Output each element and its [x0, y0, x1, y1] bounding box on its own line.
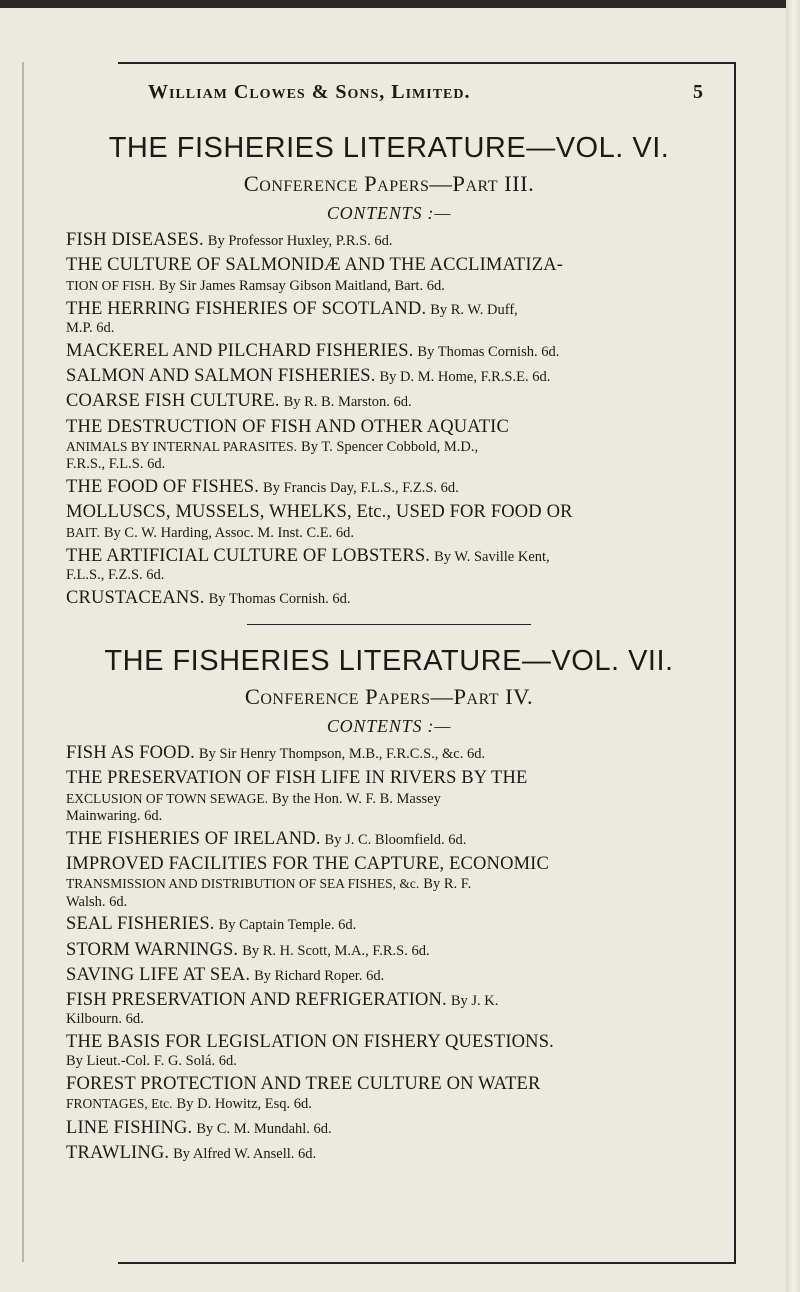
- entry-title: SEAL FISHERIES.: [66, 914, 215, 935]
- entry-author: By D. Howitz, Esq. 6d.: [176, 1096, 312, 1113]
- list-item: [66, 255, 712, 295]
- entry-author: By Lieut.-Col. F. G. Solá. 6d.: [66, 1053, 237, 1070]
- entry-title: TRAWLING.: [66, 1142, 170, 1163]
- entry-title-continued: ANIMALS BY INTERNAL PARASITES.: [66, 438, 298, 454]
- list-item: [66, 854, 712, 910]
- list-item: [66, 768, 712, 824]
- entry-author: By Richard Roper. 6d.: [254, 967, 385, 984]
- scan-page-edge: [786, 0, 800, 1292]
- right-border-rule: [734, 62, 736, 1262]
- entry-author-continued: F.L.S., F.Z.S. 6d.: [66, 567, 165, 584]
- entry-author-continued: Kilbourn. 6d.: [66, 1011, 144, 1028]
- entry-author: By Francis Day, F.L.S., F.Z.S. 6d.: [263, 479, 459, 496]
- entry-author: By R. W. Duff,: [430, 301, 518, 318]
- entry-title: THE CULTURE OF SALMONIDÆ AND THE ACCLIMATIZA-: [66, 255, 564, 276]
- entry-title: IMPROVED FACILITIES FOR THE CAPTURE, ECONOMIC: [66, 853, 549, 874]
- entry-author-continued: M.P. 6d.: [66, 320, 115, 337]
- list-item: [66, 366, 712, 387]
- list-item: [66, 588, 712, 609]
- entry-title: SAVING LIFE AT SEA.: [66, 964, 251, 985]
- entry-author: By Alfred W. Ansell. 6d.: [173, 1145, 317, 1162]
- entry-author: By Thomas Cornish. 6d.: [417, 343, 560, 360]
- conference-heading: Conference Papers—Part III.: [243, 171, 535, 196]
- entry-title: LINE FISHING.: [66, 1117, 193, 1138]
- entry-title: THE FOOD OF FISHES.: [66, 476, 260, 497]
- list-item: [66, 1118, 712, 1139]
- list-item: [66, 417, 712, 473]
- entry-author: By J. C. Bloomfield. 6d.: [324, 831, 467, 848]
- entry-author: By Professor Huxley, P.R.S. 6d.: [207, 233, 393, 249]
- volume-section: [66, 645, 712, 1164]
- entry-title-continued: FRONTAGES, Etc.: [66, 1096, 173, 1112]
- entry-author: By Sir James Ramsay Gibson Maitland, Bart. 6d.: [158, 277, 445, 294]
- page-header: [148, 81, 703, 105]
- entry-author: By J. K.: [450, 993, 499, 1010]
- entry-title: STORM WARNINGS.: [66, 939, 239, 960]
- entry-title-continued: EXCLUSION OF TOWN SEWAGE.: [66, 790, 268, 806]
- list-item: [66, 914, 712, 935]
- contents-label: CONTENTS :—: [326, 716, 452, 737]
- contents-label: CONTENTS :—: [326, 203, 452, 223]
- entry-author: By Captain Temple. 6d.: [218, 917, 357, 934]
- entry-title-continued: TRANSMISSION AND DISTRIBUTION OF SEA FISHES, &c.: [66, 876, 420, 892]
- entry-author-continued: Walsh. 6d.: [66, 893, 128, 910]
- conference-heading: Conference Papers—Part IV.: [244, 684, 534, 710]
- entry-title: CRUSTACEANS.: [66, 587, 205, 608]
- entry-title-continued: TION OF FISH.: [66, 277, 155, 293]
- scan-top-edge: [0, 0, 800, 8]
- page-body: [66, 124, 712, 1168]
- bottom-border-rule: [118, 1262, 736, 1264]
- list-item: [66, 829, 712, 850]
- list-item: [66, 1032, 712, 1070]
- list-item: [66, 1143, 712, 1164]
- entry-author: By Thomas Cornish. 6d.: [208, 590, 351, 607]
- entry-title: FOREST PROTECTION AND TREE CULTURE ON WATER: [66, 1073, 541, 1094]
- list-item: [66, 299, 712, 337]
- entry-author: By W. Saville Kent,: [434, 548, 550, 565]
- list-item: [66, 477, 712, 498]
- entry-title: THE BASIS FOR LEGISLATION ON FISHERY QUESTIONS.: [66, 1032, 554, 1053]
- list-item: [66, 391, 712, 412]
- entry-author: By the Hon. W. F. B. Massey: [272, 790, 441, 807]
- entry-author-continued: Mainwaring. 6d.: [66, 808, 163, 825]
- list-item: [66, 940, 712, 961]
- volume-title: THE FISHERIES LITERATURE—VOL. VI.: [108, 132, 670, 164]
- entry-author: By C. W. Harding, Assoc. M. Inst. C.E. 6d.: [103, 524, 355, 541]
- entry-title: THE HERRING FISHERIES OF SCOTLAND.: [66, 298, 427, 319]
- list-item: [66, 965, 712, 986]
- entry-title: THE ARTIFICIAL CULTURE OF LOBSTERS.: [66, 545, 431, 566]
- running-head: William Clowes & Sons, Limited.: [148, 81, 471, 103]
- entry-title: THE FISHERIES OF IRELAND.: [66, 828, 321, 849]
- entry-author: By T. Spencer Cobbold, M.D.,: [301, 438, 479, 455]
- entry-title: FISH AS FOOD.: [66, 743, 195, 764]
- volume-section: [66, 132, 712, 609]
- left-border-rule: [22, 62, 24, 1262]
- entry-title: MOLLUSCS, MUSSELS, WHELKS, Etc., USED FOR FOOD OR: [66, 502, 573, 523]
- entry-title: THE DESTRUCTION OF FISH AND OTHER AQUATIC: [66, 416, 509, 437]
- entry-author: By R. H. Scott, M.A., F.R.S. 6d.: [242, 942, 430, 959]
- entry-title: SALMON AND SALMON FISHERIES.: [66, 366, 376, 387]
- list-item: [66, 341, 712, 362]
- entry-author-continued: F.R.S., F.L.S. 6d.: [66, 456, 166, 473]
- section-divider: [247, 624, 531, 625]
- volume-title: THE FISHERIES LITERATURE—VOL. VII.: [104, 645, 674, 678]
- entry-title: FISH PRESERVATION AND REFRIGERATION.: [66, 990, 447, 1011]
- entry-author: By R. F.: [423, 876, 472, 893]
- entry-author: By R. B. Marston. 6d.: [283, 394, 412, 411]
- page-number: 5: [693, 81, 703, 103]
- list-item: [66, 743, 712, 764]
- top-border-rule: [118, 62, 734, 64]
- list-item: [66, 502, 712, 542]
- entry-author: By Sir Henry Thompson, M.B., F.R.C.S., &c. 6d.: [198, 746, 486, 763]
- entry-title: FISH DISEASES.: [66, 230, 204, 250]
- list-item: [66, 990, 712, 1028]
- list-item: [66, 230, 712, 251]
- entry-author: By C. M. Mundahl. 6d.: [196, 1120, 332, 1137]
- list-item: [66, 1074, 712, 1114]
- entry-title: MACKEREL AND PILCHARD FISHERIES.: [66, 340, 414, 361]
- entry-author: By D. M. Home, F.R.S.E. 6d.: [379, 369, 551, 386]
- entry-title: COARSE FISH CULTURE.: [66, 391, 280, 412]
- list-item: [66, 546, 712, 584]
- entry-title-continued: BAIT.: [66, 524, 100, 540]
- entry-title: THE PRESERVATION OF FISH LIFE IN RIVERS BY THE: [66, 768, 528, 789]
